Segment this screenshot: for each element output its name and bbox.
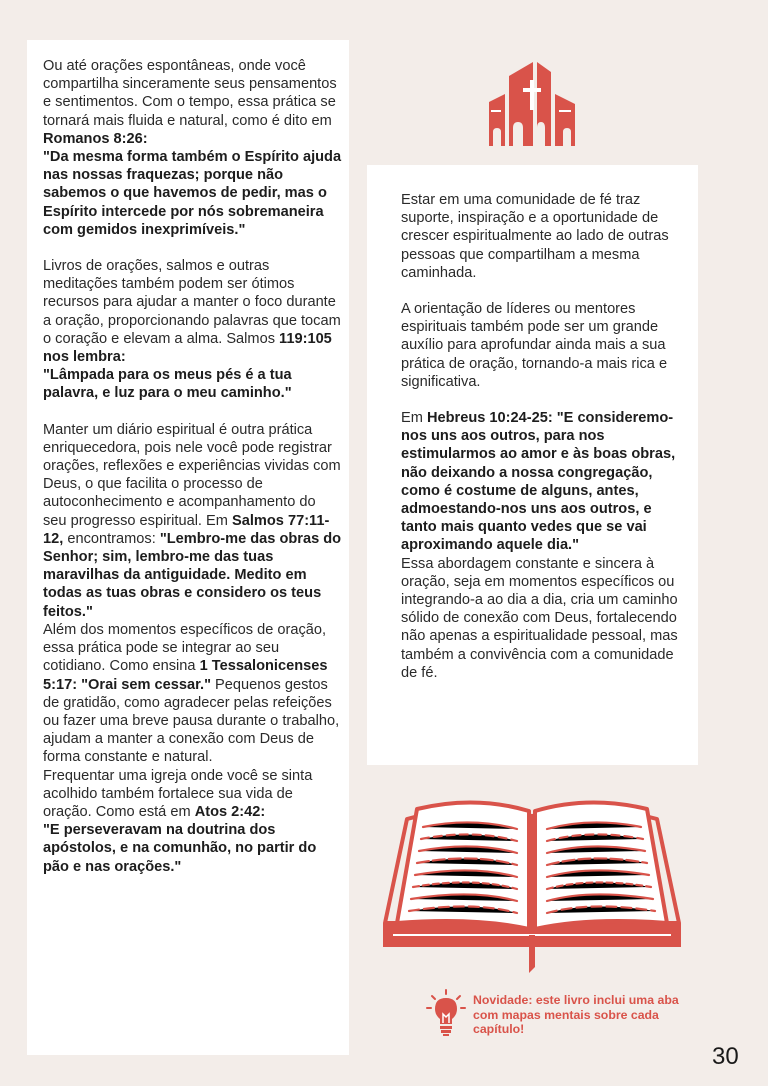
paragraph-salmos-119: Livros de orações, salmos e outras meditações também podem ser ótimos recursos para ajudar a manter o foco durante a oração, proporcionando palavras que tocam o coração e elevam a alma. Salmos 119:105 nos lembra: "Lâmpada para os meus pés é a tua palavra, e luz para o meu caminho." — [43, 258, 341, 402]
page-number: 30 — [712, 1043, 739, 1070]
paragraph-conclusao: Essa abordagem constante e sincera à oração, seja em momentos específicos ou integrando-a ao dia a dia, cria um caminho sólido de conexão com Deus, fortalecendo não apenas a espiritualidade pessoal, mas também a convivência com a comunidade de fé. — [401, 555, 678, 681]
paragraph-salmos-77: Manter um diário espiritual é outra prática enriquecedora, pois nele você pode registrar orações, reflexões e experiências vividas com Deus, o que facilita o processo de autoconhecimento e acompanhamento do seu progresso espiritual. Em Salmos 77:11-12, encontramos: "Lembro-me das obras do Senhor; sim, lembro-me das tuas maravilhas da antiguidade. Medito em todas as tuas obras e considero os teus feitos." — [43, 421, 342, 620]
right-column-text — [401, 191, 691, 682]
church-icon — [487, 62, 577, 146]
paragraph-tessalonicenses: Além dos momentos específicos de oração, essa prática pode se integrar ao seu cotidiano. Como ensina 1 Tessalonicenses 5:17: "Orai sem cessar." Pequenos gestos de gratidão, como agradecer pelas refeições ou fazer uma breve pausa durante o trabalho, ajudam a manter a conexão com Deus de forma constante e natural. — [43, 621, 340, 766]
left-column-text — [43, 57, 343, 876]
paragraph-comunidade: Estar em uma comunidade de fé traz suporte, inspiração e a oportunidade de crescer espiritualmente ao lado de outras pessoas que compartilham a mesma caminhada. — [401, 192, 669, 281]
lightbulb-icon — [426, 988, 466, 1038]
paragraph-hebreus: Em Hebreus 10:24-25: "E consideremo-nos uns aos outros, para nos estimularmos ao amor e às boas obras, não deixando a nossa congregação, como é costume de alguns, antes, admoestando-nos uns aos outros, e tanto mais quanto vedes que se vai aproximando aquele dia." — [401, 410, 676, 554]
paragraph-lideres: A orientação de líderes ou mentores espirituais também pode ser um grande auxílio para aprofundar ainda mais a sua prática de oração, tornando-a mais rica e significativa. — [401, 301, 668, 390]
open-bible-icon — [383, 795, 681, 975]
paragraph-atos: Frequentar uma igreja onde você se sinta acolhido também fortalece sua vida de oração. Como está em Atos 2:42: "E perseveravam na doutrina dos apóstolos, e na comunhão, no partir do pão e nas orações." — [43, 767, 317, 875]
paragraph-romanos: Ou até orações espontâneas, onde você compartilha sinceramente seus pensamentos e sentimentos. Com o tempo, essa prática se tornará mais fluida e natural, como é dito em Romanos 8:26: "Da mesma forma também o Espírito ajuda nas nossas fraquezas; porque não sabemos o que havemos de pedir, mas o Espírito intercede por nós sobremaneira com gemidos inexprimíveis." — [43, 58, 342, 238]
novelty-note: Novidade: este livro inclui uma aba com mapas mentais sobre cada capítulo! — [473, 993, 679, 1037]
